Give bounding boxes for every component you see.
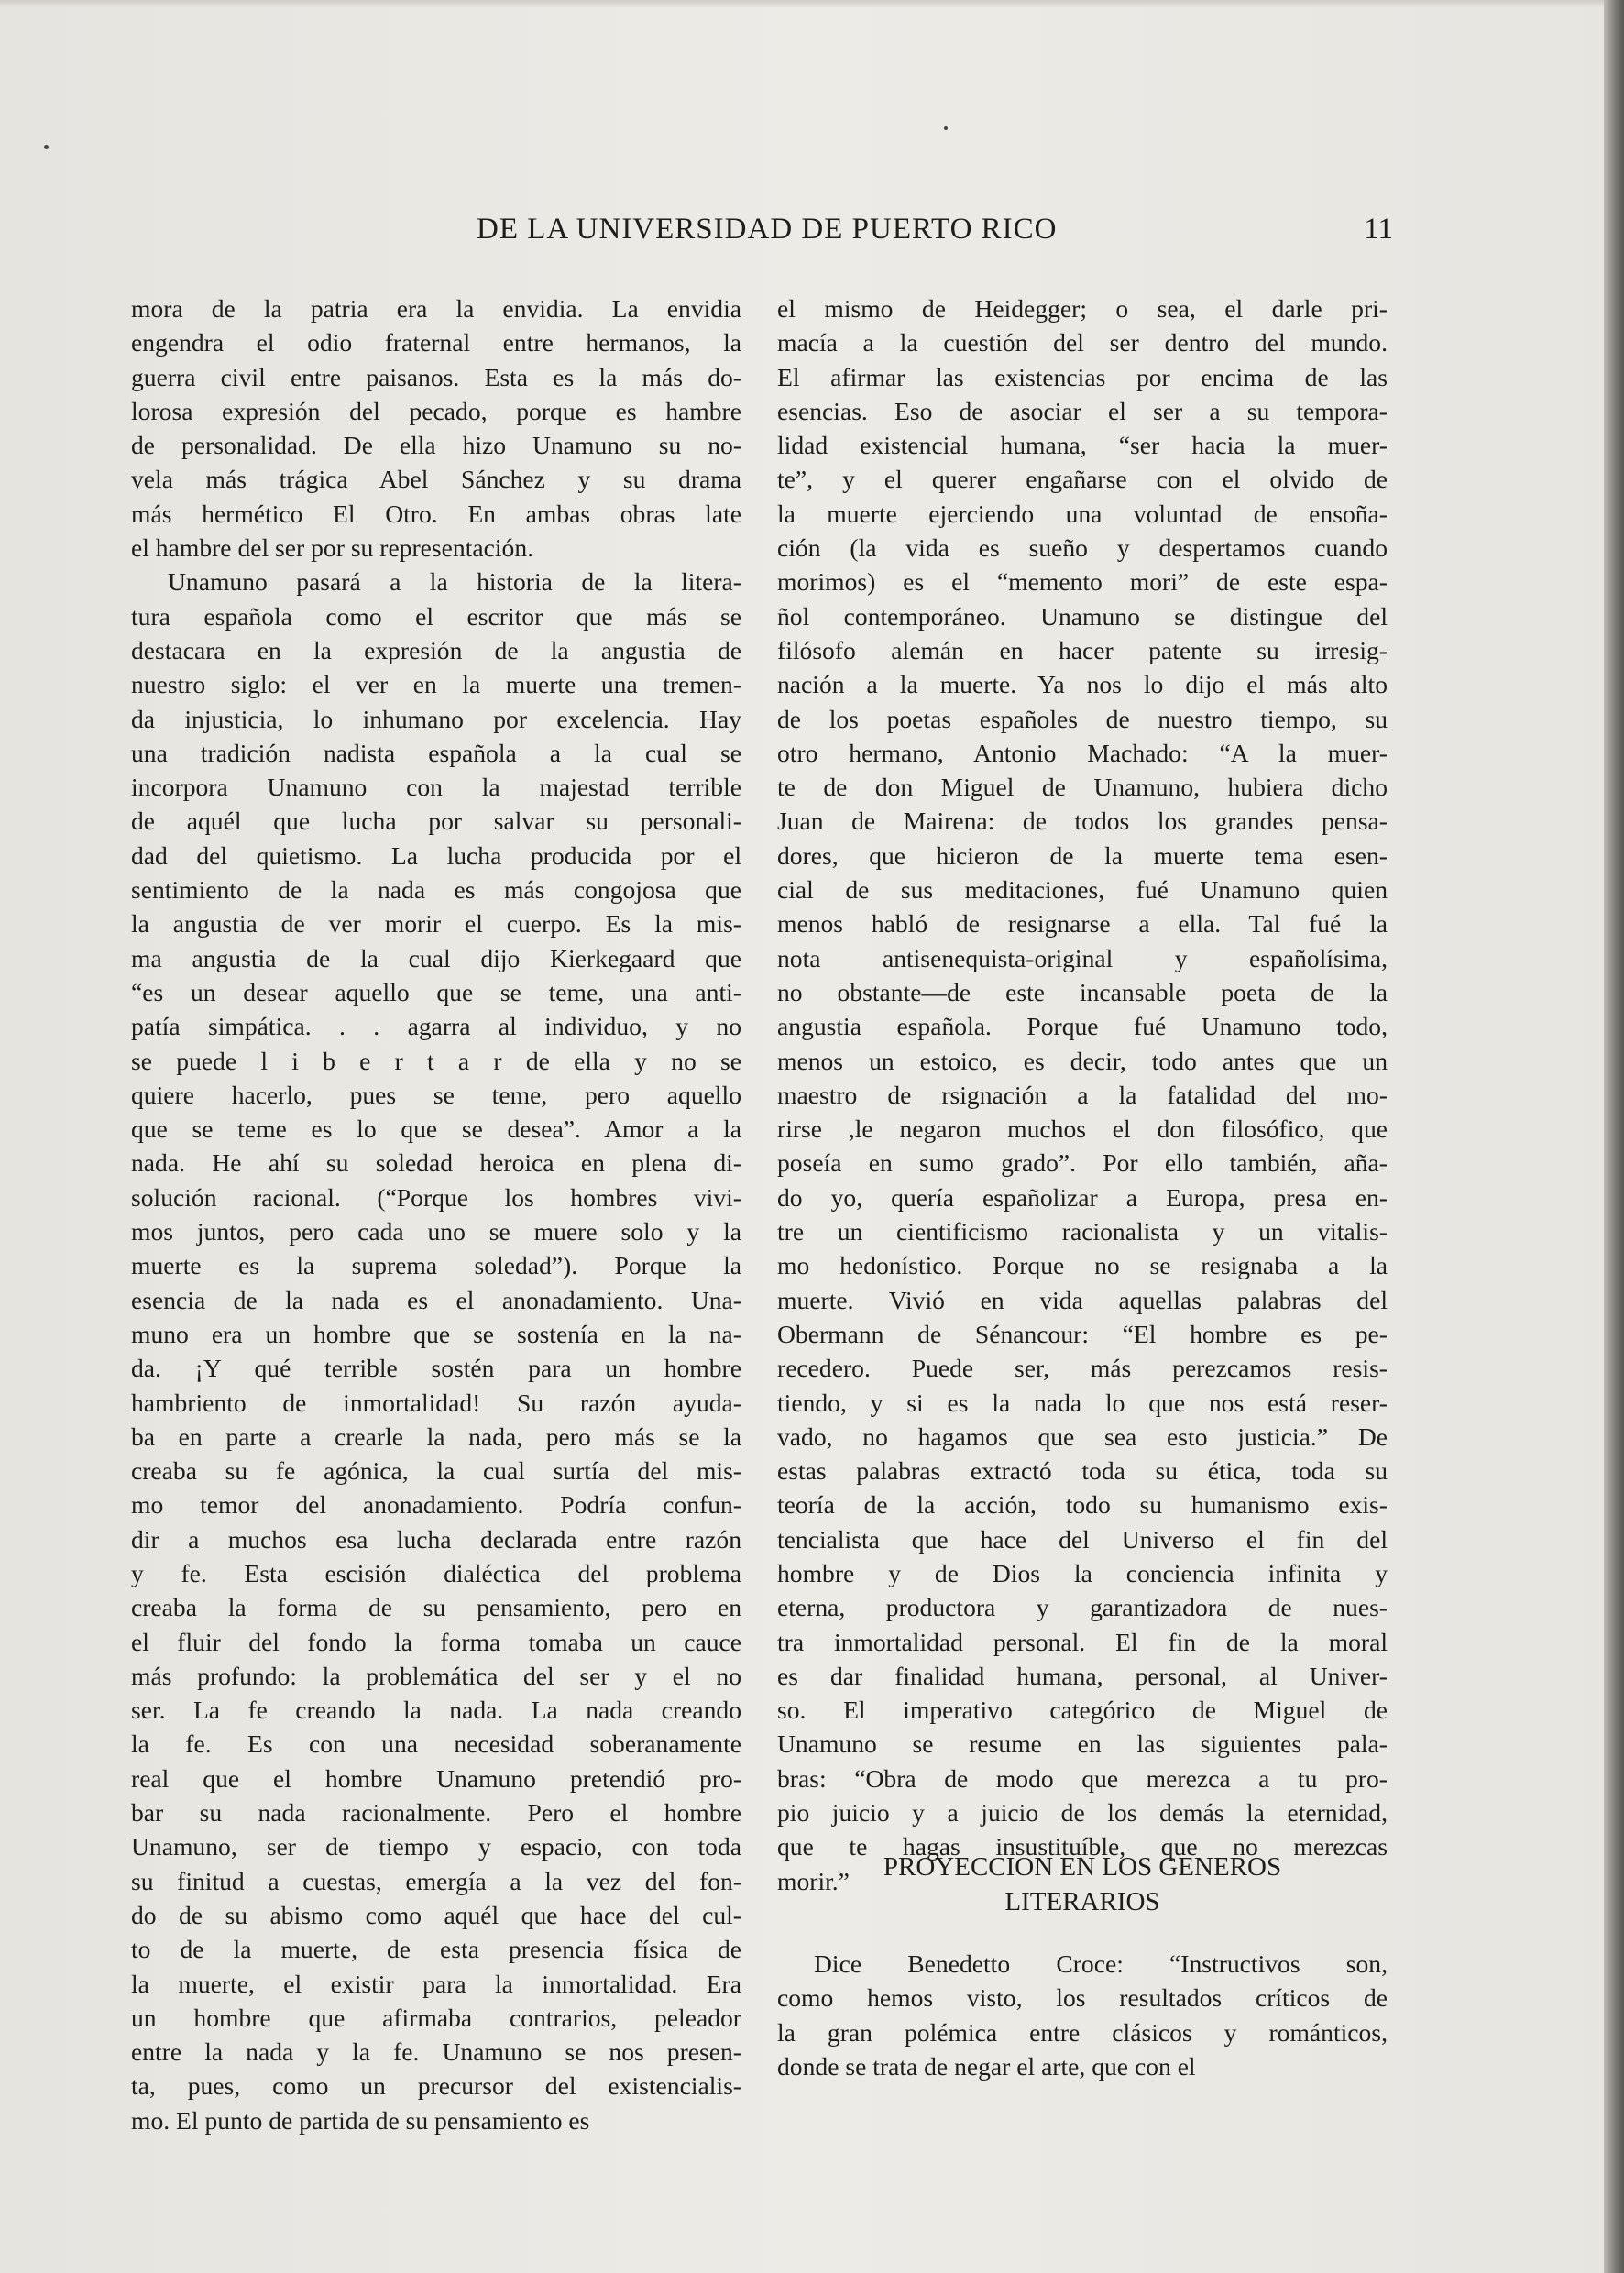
text-line: dad del quietismo. La lucha producida por el [131,840,741,870]
section-heading [777,1850,1388,1919]
text-line: tencialista que hace del Universo el fin del [777,1524,1388,1554]
text-line: quiere hacerlo, pues se teme, pero aquello [131,1080,741,1109]
text-line: Dice Benedetto Croce: “Instructivos son, [814,1949,1388,1978]
text-line: hambriento de inmortalidad! Su razón ayuda- [131,1388,741,1417]
text-line: mos juntos, pero cada uno se muere solo y la [131,1217,741,1246]
text-line: da injusticia, lo inhumano por excelencia. Hay [131,704,741,733]
text-line: esencia de la nada es el anonadamiento. Una- [131,1285,741,1314]
text-line: creaba la forma de su pensamiento, pero en [131,1593,741,1622]
text-line: bras: “Obra de modo que merezca a tu pro- [777,1763,1388,1793]
text-line: do yo, quería españolizar a Europa, presa en- [777,1182,1388,1212]
text-line: muerte es la suprema soledad”). Porque la [131,1251,741,1280]
text-line: lorosa expresión del pecado, porque es hambre [131,396,741,425]
text-line: solución racional. (“Porque los hombres vivi- [131,1182,741,1212]
text-line: ñol contemporáneo. Unamuno se distingue del [777,601,1388,631]
text-line: nación a la muerte. Ya nos lo dijo el más alto [777,670,1388,699]
text-line: destacara en la expresión de la angustia de [131,635,741,664]
text-line: de personalidad. De ella hizo Unamuno su no- [131,431,741,460]
text-line: mora de la patria era la envidia. La envidia [131,294,741,323]
text-line: de aquél que lucha por salvar su personali- [131,807,741,836]
text-line: cial de sus meditaciones, fué Unamuno quien [777,875,1388,905]
text-line: tura española como el escritor que más se [131,601,741,631]
text-line: real que el hombre Unamuno pretendió pro- [131,1763,741,1793]
text-line: dir a muchos esa lucha declarada entre razón [131,1524,741,1554]
text-line: estas palabras extractó toda su ética, toda su [777,1456,1388,1486]
text-line: nuestro siglo: el ver en la muerte una tremen- [131,670,741,699]
text-line: lidad existencial humana, “ser hacia la muer- [777,431,1388,460]
left-text-column [131,291,741,2137]
text-line: incorpora Unamuno con la majestad terrible [131,773,741,802]
text-line: su finitud a cuestas, emergía a la vez del fon- [131,1866,741,1895]
text-line: ma angustia de la cual dijo Kierkegaard que [131,943,741,972]
text-line: nota antisenequista-original y españolísima, [777,943,1388,972]
text-line: un hombre que afirmaba contrarios, peleador [131,2003,741,2032]
text-line: Unamuno pasará a la historia de la litera- [168,567,741,597]
text-line: angustia española. Porque fué Unamuno todo, [777,1012,1388,1041]
running-header: DE LA UNIVERSIDAD DE PUERTO RICO [477,213,1058,246]
text-line: te”, y el querer engañarse con el olvido de [777,465,1388,494]
text-line: tre un cientificismo racionalista y un vitalis- [777,1217,1388,1246]
text-line: nada. He ahí su soledad heroica en plena di- [131,1148,741,1178]
text-line: da. ¡Y qué terrible sostén para un hombre [131,1354,741,1383]
text-line: vela más trágica Abel Sánchez y su drama [131,465,741,494]
text-line: la muerte ejerciendo una voluntad de ensoña- [777,499,1388,528]
text-line: sentimiento de la nada es más congojosa que [131,875,741,905]
text-line: tra inmortalidad personal. El fin de la moral [777,1627,1388,1656]
text-line: patía simpática. . . agarra al individuo, y no [131,1012,741,1041]
text-line: teoría de la acción, todo su humanismo exis- [777,1490,1388,1520]
text-line: do de su abismo como aquél que hace del cul- [131,1900,741,1929]
text-line: más profundo: la problemática del ser y el no [131,1661,741,1690]
right-text-column [777,291,1388,1898]
text-line: hombre y de Dios la conciencia infinita y [777,1558,1388,1587]
text-line: ta, pues, como un precursor del existencialis- [131,2071,741,2101]
text-line: mo. El punto de partida de su pensamiento es [131,2105,590,2135]
text-line: Unamuno, ser de tiempo y espacio, con toda [131,1832,741,1861]
text-line: menos habló de resignarse a ella. Tal fué la [777,909,1388,939]
text-line: poseía en sumo grado”. Por ello también, aña- [777,1148,1388,1178]
text-line: se puede l i b e r t a r de ella y no se [131,1046,741,1075]
text-line: maestro de rsignación a la fatalidad del mo- [777,1080,1388,1109]
text-line: macía a la cuestión del ser dentro del mundo. [777,328,1388,357]
text-line: que se teme es lo que se desea”. Amor a la [131,1115,741,1144]
text-line: donde se trata de negar el arte, que con el [777,2051,1196,2081]
text-line: la fe. Es con una necesidad soberanamente [131,1729,741,1759]
text-line: otro hermano, Antonio Machado: “A la muer- [777,738,1388,767]
text-line: ser. La fe creando la nada. La nada creando [131,1696,741,1725]
section-heading-line-2: LITERARIOS [1004,1887,1160,1916]
page-right-edge-shadow [1604,0,1624,2273]
text-line: entre la nada y la fe. Unamuno se nos presen- [131,2037,741,2067]
text-line: rirse ,le negaron muchos el don filosófico, que [777,1115,1388,1144]
text-line: mo hedonístico. Porque no se resignaba a la [777,1251,1388,1280]
text-line: filósofo alemán en hacer patente su irresig- [777,635,1388,664]
text-line: creaba su fe agónica, la cual surtía del mis- [131,1456,741,1486]
text-line: la muerte, el existir para la inmortalidad. Era [131,1969,741,1998]
text-line: recedero. Puede ser, más perezcamos resis- [777,1354,1388,1383]
text-line: mo temor del anonadamiento. Podría confun- [131,1490,741,1520]
text-line: de los poetas españoles de nuestro tiempo, su [777,704,1388,733]
text-line: menos un estoico, es decir, todo antes que un [777,1046,1388,1075]
text-line: la gran polémica entre clásicos y románticos, [777,2017,1388,2047]
text-line: el hambre del ser por su representación. [131,533,534,563]
text-line: El afirmar las existencias por encima de las [777,362,1388,391]
text-line: to de la muerte, de esta presencia física de [131,1935,741,1964]
text-line: Unamuno se resume en las siguientes pala- [777,1729,1388,1759]
text-line: una tradición nadista española a la cual se [131,738,741,767]
text-line: tiendo, y si es la nada lo que nos está reser- [777,1388,1388,1417]
text-line: dores, que hicieron de la muerte tema esen- [777,840,1388,870]
text-line: ción (la vida es sueño y despertamos cuando [777,533,1388,563]
text-line: Juan de Mairena: de todos los grandes pensa- [777,807,1388,836]
page-number: 11 [1364,213,1393,246]
text-line: eterna, productora y garantizadora de nues- [777,1593,1388,1622]
text-line: te de don Miguel de Unamuno, hubiera dicho [777,773,1388,802]
text-line: es dar finalidad humana, personal, al Univer- [777,1661,1388,1690]
paper-speck [44,145,49,149]
text-line: y fe. Esta escisión dialéctica del problema [131,1558,741,1587]
text-line: “es un desear aquello que se teme, una anti- [131,977,741,1006]
text-line: el mismo de Heidegger; o sea, el darle pri- [777,294,1388,323]
text-line: engendra el odio fraternal entre hermanos, la [131,328,741,357]
text-line: que te hagas insustituíble, que no merezcas [777,1832,1388,1861]
text-line: la angustia de ver morir el cuerpo. Es la mis- [131,909,741,939]
text-line: muerte. Vivió en vida aquellas palabras del [777,1285,1388,1314]
text-line: ba en parte a crearle la nada, pero más se la [131,1422,741,1451]
text-line: so. El imperativo categórico de Miguel de [777,1696,1388,1725]
section-heading-line-1: PROYECCION EN LOS GENEROS [883,1852,1282,1882]
text-line: morir.” [777,1866,850,1895]
section-body-text [777,1947,1388,2083]
text-line: Obermann de Sénancour: “El hombre es pe- [777,1319,1388,1348]
page-top-edge [0,0,1624,7]
text-line: pio juicio y a juicio de los demás la eternidad, [777,1798,1388,1828]
text-line: vado, no hagamos que sea esto justicia.” De [777,1422,1388,1451]
text-line: como hemos visto, los resultados críticos de [777,1983,1388,2013]
text-line: morimos) es el “memento mori” de este espa- [777,567,1388,597]
text-line: el fluir del fondo la forma tomaba un cauce [131,1627,741,1656]
text-line: guerra civil entre paisanos. Esta es la más do- [131,362,741,391]
text-line: muno era un hombre que se sostenía en la na- [131,1319,741,1348]
text-line: no obstante—de este incansable poeta de la [777,977,1388,1006]
text-line: bar su nada racionalmente. Pero el hombre [131,1798,741,1828]
text-line: más hermético El Otro. En ambas obras late [131,499,741,528]
paper-speck [944,126,948,130]
text-line: esencias. Eso de asociar el ser a su tempora- [777,396,1388,425]
